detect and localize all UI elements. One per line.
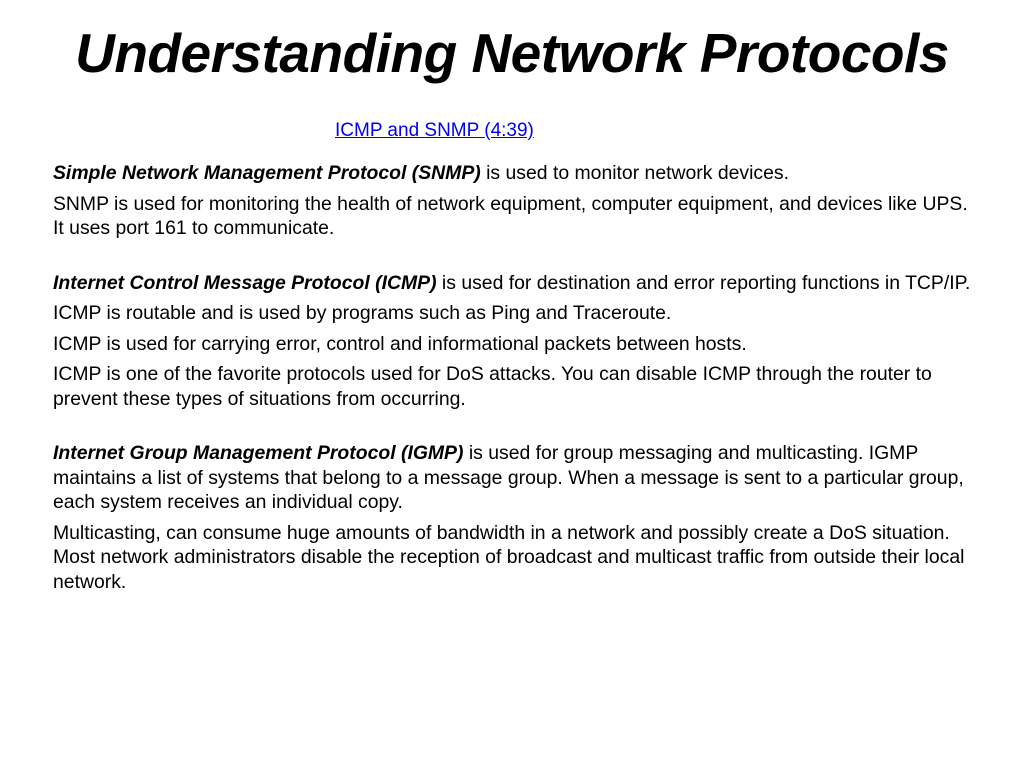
term-icmp: Internet Control Message Protocol (ICMP)	[53, 271, 437, 294]
paragraph-icmp-packets	[53, 332, 983, 357]
paragraph-text: is used to monitor network devices.	[480, 162, 789, 184]
paragraph-igmp-intro	[53, 441, 983, 515]
slide-title: Understanding Network Protocols	[75, 22, 949, 84]
term-snmp: Simple Network Management Protocol (SNMP)	[53, 162, 481, 184]
paragraph-icmp-intro	[53, 271, 983, 296]
slide-body	[53, 161, 983, 600]
paragraph-icmp-dos	[53, 362, 983, 411]
paragraph-snmp-detail	[53, 192, 983, 241]
paragraph-text: ICMP is used for carrying error, control and informational packets between hosts.	[53, 332, 747, 355]
paragraph-text: ICMP is one of the favorite protocols used for DoS attacks. You can disable ICMP through the router to prevent these types of situations from occurring.	[53, 363, 932, 410]
paragraph-text: SNMP is used for monitoring the health of network equipment, computer equipment, and devices like UPS. It uses port 161 to communicate.	[53, 192, 968, 239]
paragraph-multicasting	[53, 521, 983, 595]
paragraph-text: Multicasting, can consume huge amounts of bandwidth in a network and possibly create a DoS situation. Most network administrators disable the reception of broadcast and multicast traffic from outside their local network.	[53, 521, 965, 593]
paragraph-text: ICMP is routable and is used by programs such as Ping and Traceroute.	[53, 302, 672, 324]
term-igmp: Internet Group Management Protocol (IGMP)	[53, 442, 464, 464]
paragraph-text: is used for destination and error reporting functions in TCP/IP.	[436, 271, 971, 294]
paragraph-snmp-intro	[53, 161, 983, 186]
video-link[interactable]: ICMP and SNMP (4:39)	[335, 120, 534, 141]
paragraph-icmp-routable	[53, 301, 983, 326]
paragraph-text: is used for group messaging and multicasting. IGMP maintains a list of systems that belong to a message group. When a message is sent to a particular group, each system receives an individual copy.	[53, 442, 964, 513]
